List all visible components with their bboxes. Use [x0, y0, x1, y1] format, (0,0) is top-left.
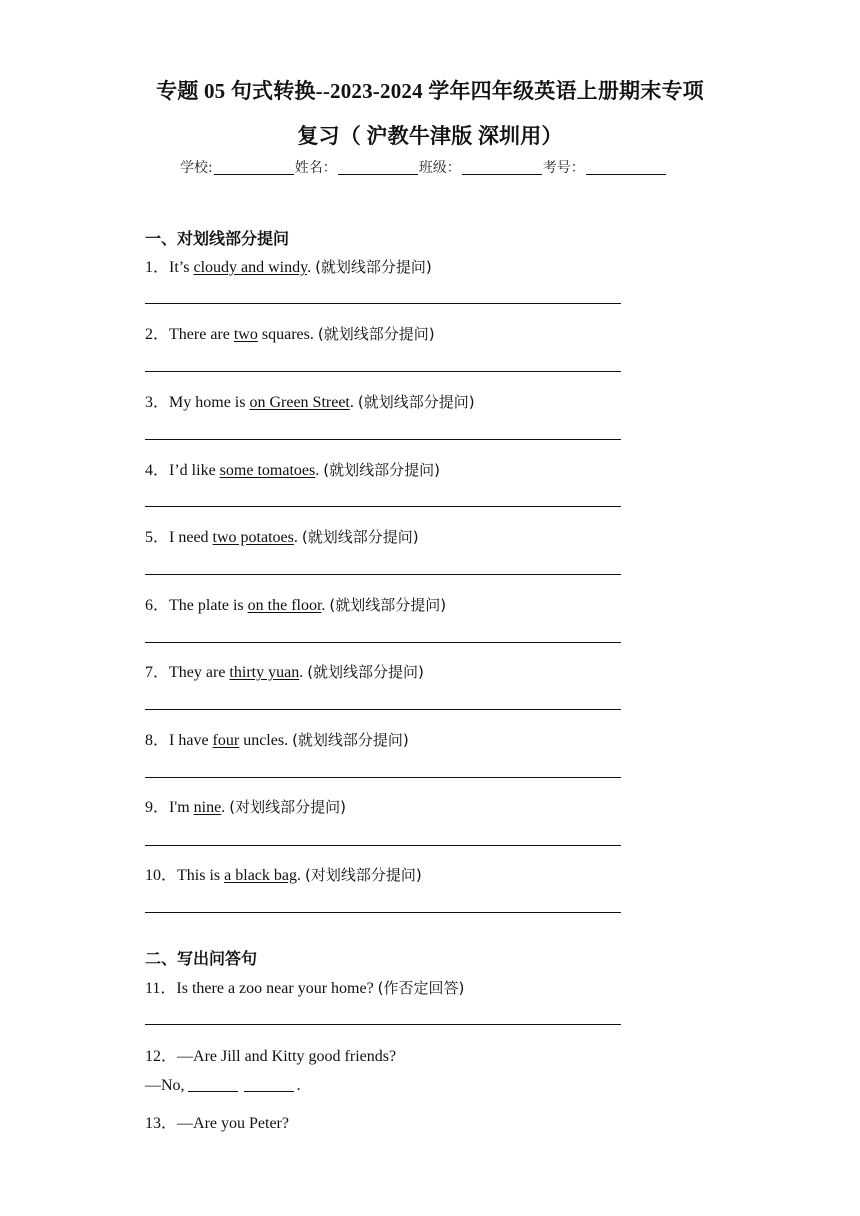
- question-text: I’d like: [169, 462, 220, 479]
- question-text: .: [315, 462, 324, 479]
- answer-line-11[interactable]: [145, 1024, 621, 1025]
- answer-line-2[interactable]: [145, 371, 621, 372]
- answer-line-4[interactable]: [145, 506, 621, 507]
- question-number: 7．: [145, 664, 170, 681]
- class-blank[interactable]: [462, 160, 542, 175]
- question-text: They are: [169, 664, 230, 681]
- question-text: .: [349, 394, 358, 411]
- class-label: 班级：: [418, 160, 461, 176]
- question-hint: (就划线部分提问): [292, 731, 409, 749]
- question-number: 5．: [145, 529, 170, 546]
- underlined-part: nine: [193, 799, 222, 816]
- question-hint: (就划线部分提问): [307, 663, 424, 681]
- question-text: .: [307, 259, 316, 276]
- answer-blank-2[interactable]: [244, 1077, 294, 1092]
- name-blank[interactable]: [338, 160, 418, 175]
- question-text: .: [297, 867, 305, 884]
- question-3: [145, 389, 475, 412]
- answer-line-10[interactable]: [145, 912, 621, 913]
- underlined-part: thirty yuan: [229, 664, 300, 681]
- question-number: 3．: [145, 394, 170, 411]
- question-2: [145, 321, 435, 344]
- question-number: 8．: [145, 732, 170, 749]
- question-number: 12．: [145, 1048, 178, 1065]
- question-hint: (就划线部分提问): [329, 596, 447, 614]
- answer-blank-1[interactable]: [188, 1077, 238, 1092]
- question-text: —Are you Peter?: [177, 1115, 289, 1132]
- answer-line-6[interactable]: [145, 642, 621, 643]
- question-text: uncles.: [239, 732, 293, 749]
- answer-line-3[interactable]: [145, 439, 621, 440]
- question-13: [145, 1110, 289, 1133]
- question-12: [145, 1043, 396, 1066]
- question-text: .: [221, 799, 230, 816]
- question-text: .: [321, 597, 330, 614]
- question-text: —Are Jill and Kitty good friends?: [177, 1048, 397, 1065]
- question-text: I'm: [169, 799, 194, 816]
- question-6: [145, 592, 446, 615]
- question-text: squares.: [257, 326, 318, 343]
- answer-line-7[interactable]: [145, 709, 621, 710]
- question-number: 6．: [145, 597, 170, 614]
- question-hint: (就划线部分提问): [357, 393, 475, 411]
- page-title-line2: 复习（ 沪教牛津版 深圳用）: [297, 124, 563, 148]
- answer-suffix: .: [296, 1077, 301, 1094]
- school-label: 学校:: [180, 160, 213, 176]
- section-heading-2: 二、写出问答句: [145, 949, 258, 968]
- question-1: [145, 254, 432, 277]
- question-number: 13．: [145, 1115, 178, 1132]
- answer-row-12: [145, 1077, 301, 1095]
- question-text: I have: [169, 732, 213, 749]
- question-text: My home is: [169, 394, 250, 411]
- question-text: This is: [177, 867, 225, 884]
- question-number: 1．: [145, 259, 170, 276]
- answer-line-9[interactable]: [145, 845, 621, 846]
- question-10: [145, 862, 422, 885]
- underlined-part: two potatoes: [212, 529, 294, 546]
- answer-line-5[interactable]: [145, 574, 621, 575]
- question-number: 9．: [145, 799, 170, 816]
- name-label: 姓名：: [294, 160, 337, 176]
- question-8: [145, 727, 409, 750]
- answer-line-8[interactable]: [145, 777, 621, 778]
- question-hint: (就划线部分提问): [323, 461, 440, 479]
- underlined-part: two: [233, 326, 258, 343]
- question-number: 11．: [145, 980, 177, 997]
- question-number: 10．: [145, 867, 178, 884]
- question-hint: (对划线部分提问): [305, 866, 422, 884]
- question-text: There are: [169, 326, 234, 343]
- question-number: 4．: [145, 462, 170, 479]
- question-text: I need: [169, 529, 213, 546]
- answer-prefix: —No,: [145, 1077, 185, 1094]
- question-text: It’s: [169, 259, 194, 276]
- question-number: 2．: [145, 326, 170, 343]
- underlined-part: on the floor: [247, 597, 322, 614]
- underlined-part: some tomatoes: [219, 462, 316, 479]
- question-11: [145, 975, 464, 998]
- question-hint: (就划线部分提问): [315, 258, 432, 276]
- underlined-part: cloudy and windy: [193, 259, 308, 276]
- section-heading-1: 一、对划线部分提问: [145, 229, 290, 248]
- question-text: .: [299, 664, 308, 681]
- question-5: [145, 524, 419, 547]
- question-text: The plate is: [169, 597, 248, 614]
- question-4: [145, 457, 440, 480]
- exam-no-blank[interactable]: [586, 160, 666, 175]
- exam-no-label: 考号：: [542, 160, 585, 176]
- underlined-part: a black bag: [224, 867, 297, 884]
- question-text: .: [293, 529, 302, 546]
- question-hint: (作否定回答): [377, 979, 465, 997]
- question-7: [145, 659, 424, 682]
- student-info-row: [180, 157, 667, 177]
- question-hint: (对划线部分提问): [229, 798, 346, 816]
- underlined-part: on Green Street: [249, 394, 350, 411]
- question-hint: (就划线部分提问): [317, 325, 435, 343]
- underlined-part: four: [212, 732, 240, 749]
- question-text: Is there a zoo near your home?: [176, 980, 378, 997]
- school-blank[interactable]: [214, 160, 294, 175]
- question-9: [145, 794, 346, 817]
- question-hint: (就划线部分提问): [301, 528, 419, 546]
- answer-line-1[interactable]: [145, 303, 621, 304]
- page-title-line1: 专题 05 句式转换--2023-2024 学年四年级英语上册期末专项: [156, 79, 704, 103]
